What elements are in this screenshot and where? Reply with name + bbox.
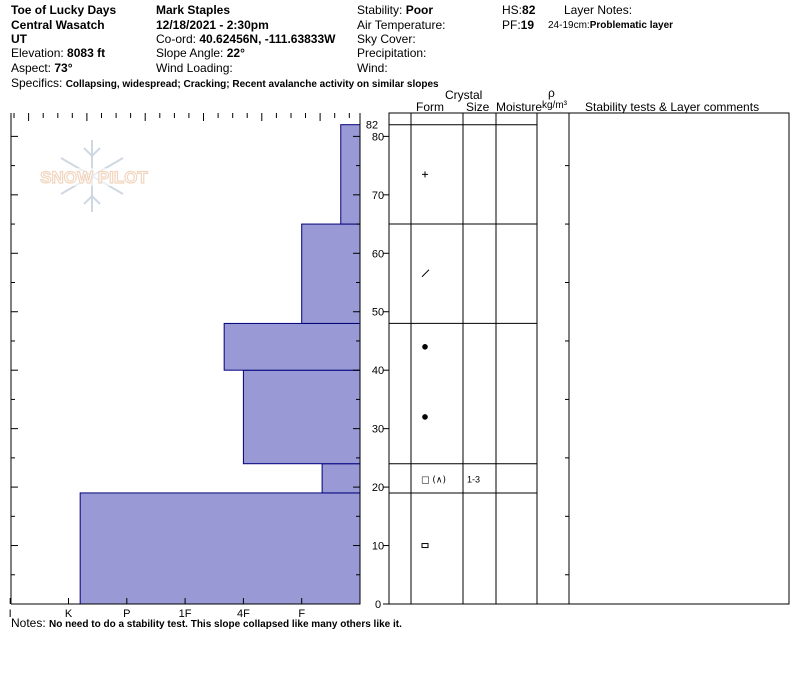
aspect-label: Aspect: xyxy=(11,61,52,75)
wind-loading-label: Wind Loading: xyxy=(156,61,233,75)
state: UT xyxy=(11,32,27,46)
hardness-bar xyxy=(341,125,360,224)
layer-notes-label: Layer Notes: xyxy=(564,3,633,17)
hardness-tick-label: I xyxy=(8,608,12,620)
column-size: Size xyxy=(466,100,490,114)
layer-note-text: Problematic layer xyxy=(589,20,674,31)
crystal-size-label: 1-3 xyxy=(467,474,481,485)
aspect-value: 73° xyxy=(54,61,73,75)
column-density-unit: kg/m³ xyxy=(542,100,567,111)
hardness-bar xyxy=(322,464,360,493)
coord-value: 40.62456N, -111.63833W xyxy=(199,32,336,46)
column-stability: Stability tests & Layer comments xyxy=(585,100,760,114)
precipitation-label: Precipitation: xyxy=(357,46,427,60)
slope-value: 22° xyxy=(226,46,245,60)
depth-tick-label: 80 xyxy=(371,131,385,144)
depth-tick-label: 20 xyxy=(371,482,385,495)
notes-value: No need to do a stability test. This slope collapsed like many others like it. xyxy=(49,619,402,630)
column-form: Form xyxy=(416,100,444,114)
hs-label: HS: xyxy=(502,3,523,17)
form-symbol-depth-hoar: □ (∧) xyxy=(421,475,446,486)
hardness-tick-label: P xyxy=(123,608,131,620)
sky-cover-label: Sky Cover: xyxy=(357,32,416,46)
form-symbol-decomposed xyxy=(422,270,429,277)
hardness-tick-label: F xyxy=(298,608,306,620)
hardness-tick-label: K xyxy=(64,608,73,620)
observer-name: Mark Staples xyxy=(156,3,231,17)
coord-label: Co-ord: xyxy=(156,32,197,46)
wind-label: Wind: xyxy=(357,61,388,75)
notes xyxy=(11,616,402,632)
observation-datetime: 12/18/2021 - 2:30pm xyxy=(156,18,269,32)
mountain-range: Central Wasatch xyxy=(11,18,105,32)
hardness-bar xyxy=(80,493,360,604)
layer-table-frame xyxy=(389,113,789,604)
form-symbol-new-snow xyxy=(422,171,428,177)
hardness-bar xyxy=(224,323,360,370)
specifics-label: Specifics: xyxy=(11,76,63,90)
notes-label: Notes: xyxy=(11,616,46,630)
logo-text: SNOW PILOT xyxy=(40,168,148,187)
hs-value: 82 xyxy=(522,3,536,17)
hardness-tick-label: 4F xyxy=(236,608,250,620)
column-rho: ρ xyxy=(548,86,555,100)
depth-tick-label: 40 xyxy=(371,365,385,378)
pf-label: PF: xyxy=(502,18,521,32)
slope-label: Slope Angle: xyxy=(156,46,224,60)
air-temp-label: Air Temperature: xyxy=(357,18,446,32)
hardness-bar xyxy=(243,370,360,464)
depth-tick-label: 60 xyxy=(371,248,385,261)
depth-tick-label: 50 xyxy=(371,306,385,319)
form-symbol-rounded xyxy=(422,414,428,420)
depth-top-label: 82 xyxy=(365,119,379,132)
form-symbol-faceted xyxy=(422,544,428,548)
form-symbol-rounded xyxy=(422,344,428,350)
stability-value: Poor xyxy=(405,3,434,17)
snowpilot-logo xyxy=(34,140,154,212)
pf-value: 19 xyxy=(520,18,535,32)
depth-tick-label: 30 xyxy=(371,423,385,436)
hardness-tick-label: 1F xyxy=(178,608,192,620)
depth-tick-label: 10 xyxy=(371,540,385,553)
elevation-label: Elevation: xyxy=(11,46,64,60)
depth-tick-label: 0 xyxy=(374,599,382,611)
column-crystal: Crystal xyxy=(445,88,483,102)
layer-note-range: 24-19cm: xyxy=(548,20,590,31)
depth-tick-label: 70 xyxy=(371,189,385,202)
location-name: Toe of Lucky Days xyxy=(11,3,117,17)
stability-label: Stability: xyxy=(357,3,403,17)
elevation-value: 8083 ft xyxy=(67,46,106,60)
hardness-bar xyxy=(302,224,360,323)
column-moisture: Moisture xyxy=(496,100,543,114)
specifics-value: Collapsing, widespread; Cracking; Recent avalanche activity on similar slopes xyxy=(65,79,439,90)
